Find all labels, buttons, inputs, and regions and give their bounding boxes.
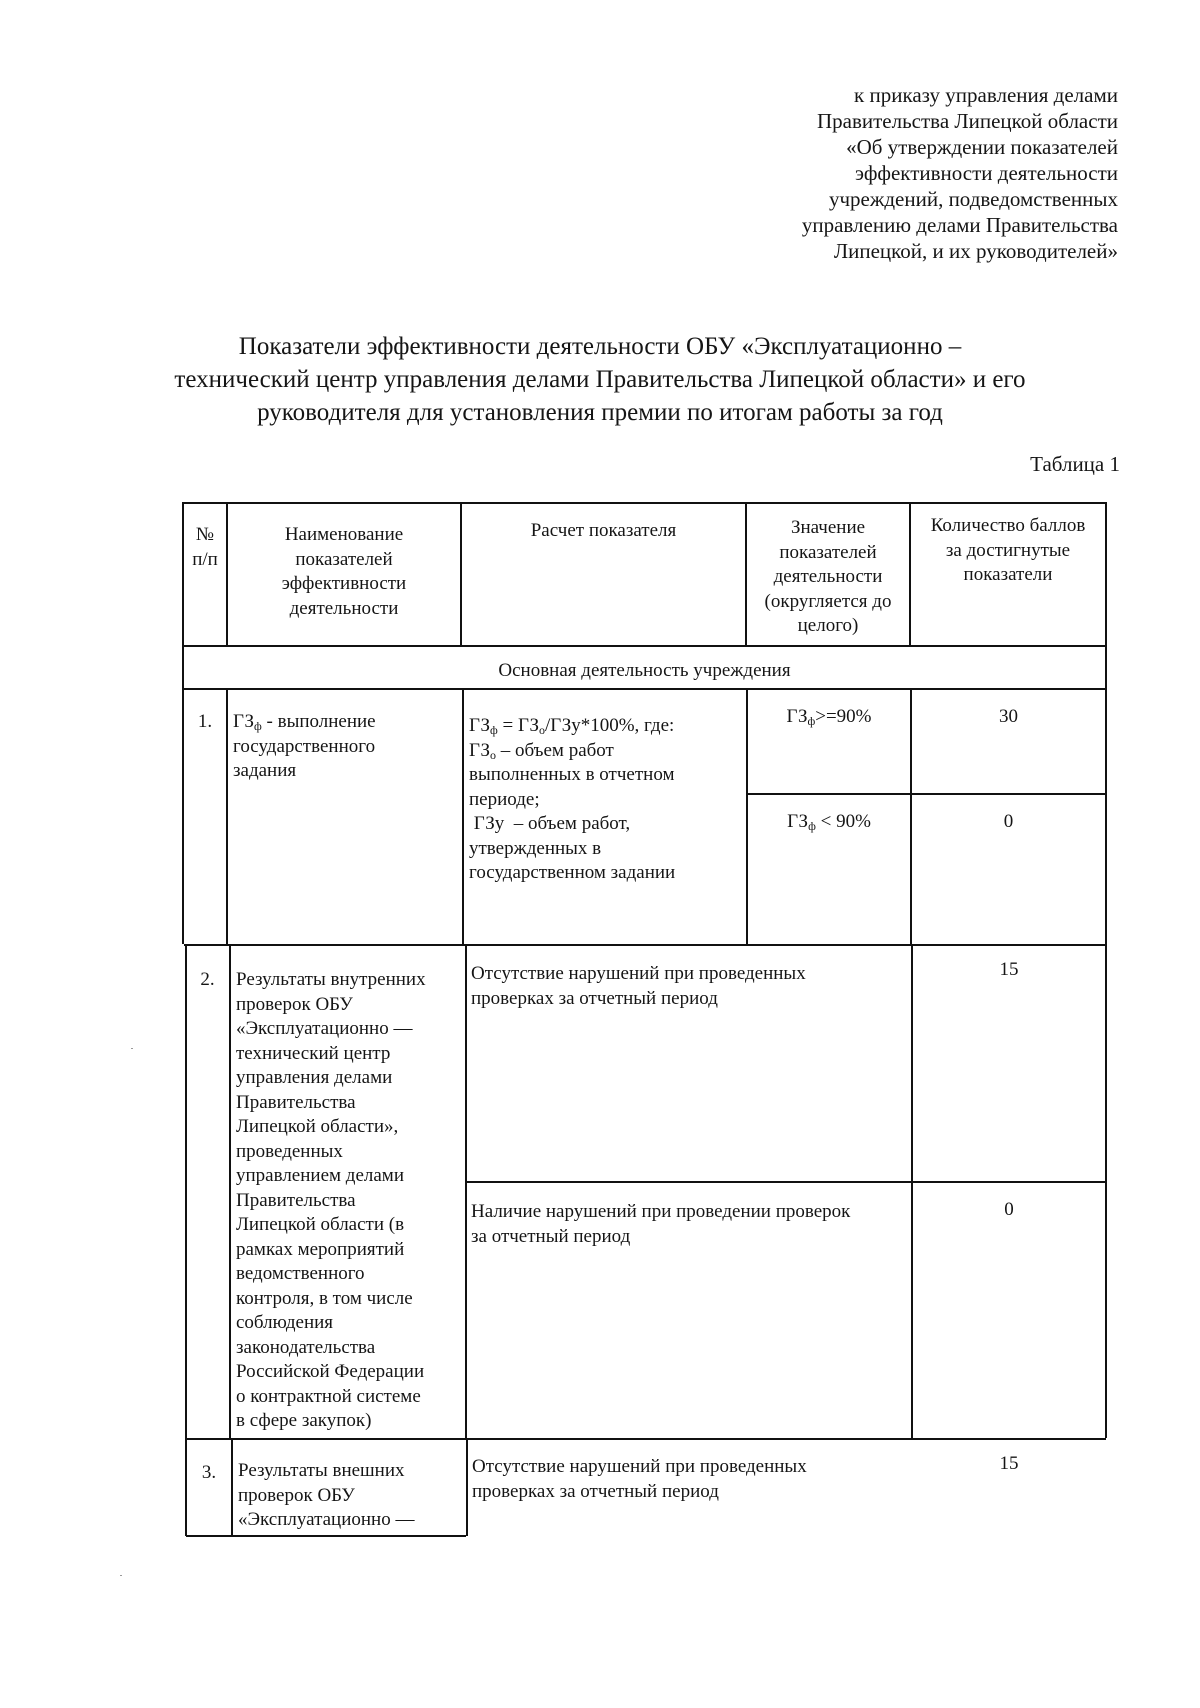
header-line: эффективности деятельности xyxy=(854,161,1118,185)
section-title: Основная деятельность учреждения xyxy=(498,660,791,681)
condition-value: $ГЗ_ф>=90\%$ xyxy=(786,706,872,728)
col-header-indicator-value: Значение показателей деятельности (округляется до целого) xyxy=(764,517,892,636)
col-header-indicator-name: Наименование показателей эффективности деятельности xyxy=(281,524,407,619)
indicator-name: Результаты внутренних проверок ОБУ «Эксплуатационно — технический центр управления делами Правительства Липецкой области», проведенных управлением делами Правительства Липецкой области (в рамках мероприятий ведомственного контроля, в том числе соблюдения законодательства Российской Федерации о контрактной системе в сфере закупок) xyxy=(236,969,426,1431)
section-bottom-line xyxy=(182,688,1106,690)
condition-description: Отсутствие нарушений при проведенных проверках за отчетный период xyxy=(472,1456,807,1502)
calculation-formula: $ГЗ_ф = ГЗ_о/ГЗу*100\%$, где: $ГЗ_о$ – объем работ выполненных в отчетном периоде; ГЗу – объем работ, утвержденных в государственном задании xyxy=(469,715,676,883)
row-number: 3. xyxy=(201,1462,217,1483)
points-value: 30 xyxy=(999,706,1018,727)
row1-col-sep-2 xyxy=(462,688,464,944)
indicator-name: Результаты внешних проверок ОБУ «Эксплуатационно — xyxy=(238,1460,415,1530)
condition-description: Отсутствие нарушений при проведенных проверках за отчетный период xyxy=(471,963,806,1009)
row2-col-sep-2 xyxy=(465,944,467,1438)
header-line: управлению делами Правительства xyxy=(801,213,1118,237)
row3-col-sep-2 xyxy=(466,1438,468,1536)
row1-split-line xyxy=(748,793,1106,795)
row3-col-sep-1 xyxy=(231,1438,233,1536)
points-value: 15 xyxy=(999,959,1019,980)
header-line: Липецкой, и их руководителей» xyxy=(833,239,1118,263)
col-header-number: № п/п xyxy=(192,524,218,570)
row2-split-line xyxy=(466,1181,1106,1183)
table-border-top xyxy=(182,502,1106,504)
row2-bottom-line xyxy=(186,1438,1106,1440)
points-value: 0 xyxy=(1003,811,1014,832)
condition-value: $ГЗ_ф < 90\%$ xyxy=(787,811,871,833)
points-value: 0 xyxy=(1004,1199,1014,1220)
title-line: Показатели эффективности деятельности ОБУ «Эксплуатационно – xyxy=(238,333,962,360)
table-border-left-lower xyxy=(185,944,187,1536)
scan-artifact xyxy=(131,1048,133,1049)
header-line: «Об утверждении показателей xyxy=(846,135,1118,159)
indicator-name: $ГЗ_ф$ - выполнение государственного задания xyxy=(233,711,376,781)
header-line: учреждений, подведомственных xyxy=(828,187,1118,211)
table-border-bottom xyxy=(186,1535,466,1537)
scan-artifact xyxy=(120,1575,122,1576)
row-number: 2. xyxy=(200,969,215,990)
row2-col-sep-1 xyxy=(229,944,231,1438)
header-bottom-line xyxy=(182,645,1106,647)
points-value: 15 xyxy=(999,1453,1019,1474)
header-line: Правительства Липецкой области xyxy=(816,109,1118,133)
row-number: 1. xyxy=(197,711,213,732)
row1-col-sep-1 xyxy=(226,688,228,944)
col-header-points: Количество баллов за достигнутые показатели xyxy=(930,515,1086,585)
table-number-label: Таблица 1 xyxy=(1030,452,1120,476)
row1-bottom-line xyxy=(184,944,1106,946)
title-line: руководителя для установления премии по итогам работы за год xyxy=(257,399,943,426)
row2-col-sep-3 xyxy=(911,944,913,1438)
col-header-calculation: Расчет показателя xyxy=(530,520,677,541)
condition-description: Наличие нарушений при проведении проверок за отчетный период xyxy=(471,1201,851,1247)
header-line: к приказу управления делами xyxy=(854,83,1118,107)
title-line: технический центр управления делами Правительства Липецкой области» и его xyxy=(174,366,1026,393)
table-border-right xyxy=(1105,502,1107,1438)
